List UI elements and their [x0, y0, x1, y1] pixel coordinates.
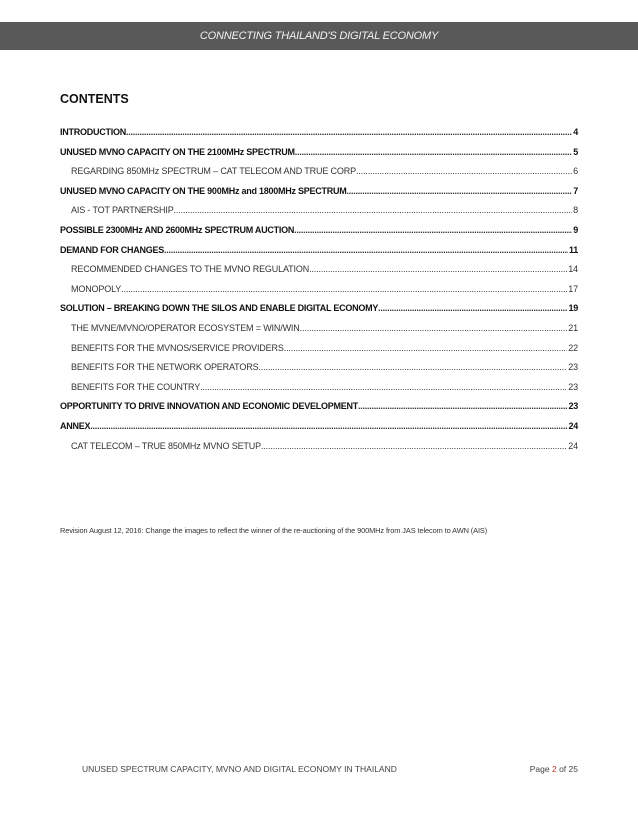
toc-entry-page: 7 — [573, 185, 578, 196]
toc-entry-label: CAT TELECOM – TRUE 850MHz MVNO SETUP — [71, 440, 261, 451]
toc-entry-page: 23 — [568, 401, 578, 412]
toc-entry-label: UNUSED MVNO CAPACITY ON THE 2100MHz SPECTRUM — [60, 146, 295, 157]
toc-entry-label: THE MVNE/MVNO/OPERATOR ECOSYSTEM = WIN/WIN — [71, 322, 300, 333]
toc-entry[interactable] — [60, 205, 578, 225]
toc-entry-page: 24 — [568, 420, 578, 431]
toc-entry-label: ANNEX — [60, 420, 91, 431]
toc-entry[interactable] — [60, 343, 578, 363]
toc-entry[interactable] — [60, 382, 578, 402]
toc-entry-page: 8 — [573, 205, 578, 216]
toc-leader-dots — [346, 186, 572, 196]
toc-entry[interactable] — [60, 441, 578, 461]
toc-leader-dots — [309, 264, 567, 274]
toc-entry-page: 4 — [573, 127, 578, 137]
toc-entry[interactable] — [60, 186, 578, 206]
toc-entry-page: 23 — [568, 381, 578, 392]
toc-entry-label: BENEFITS FOR THE COUNTRY — [71, 381, 201, 392]
toc-entry-page: 17 — [568, 283, 578, 294]
toc-entry[interactable] — [60, 147, 578, 167]
toc-entry-label: BENEFITS FOR THE NETWORK OPERATORS — [71, 362, 259, 373]
footer-page-number: 2 — [551, 764, 557, 774]
toc-entry[interactable] — [60, 225, 578, 245]
toc-leader-dots — [121, 284, 567, 294]
toc-entry[interactable] — [60, 284, 578, 304]
footer-total-pages: 25 — [568, 764, 578, 774]
toc-entry-page: 11 — [568, 244, 578, 255]
toc-leader-dots — [295, 147, 573, 157]
toc-entry-page: 24 — [568, 440, 578, 451]
footer-page-indicator — [530, 764, 578, 774]
toc-entry[interactable] — [60, 401, 578, 421]
toc-entry[interactable] — [60, 362, 578, 382]
toc-entry[interactable] — [60, 166, 578, 186]
toc-entry-label: DEMAND FOR CHANGES — [60, 244, 165, 255]
toc-entry-label: AIS - TOT PARTNERSHIP — [71, 205, 174, 216]
toc-leader-dots — [284, 343, 568, 353]
toc-entry-label: POSSIBLE 2300MHz AND 2600MHz SPECTRUM AUCTION — [60, 224, 295, 235]
toc-entry-label: BENEFITS FOR THE MVNOS/SERVICE PROVIDERS — [71, 342, 284, 353]
toc-entry-label: MONOPOLY — [71, 283, 122, 294]
toc-entry[interactable] — [60, 303, 578, 323]
toc-leader-dots — [300, 323, 568, 333]
toc-entry-label: UNUSED MVNO CAPACITY ON THE 900MHz and 1800MHz SPECTRUM — [60, 185, 347, 196]
toc-leader-dots — [258, 362, 567, 372]
toc-entry[interactable] — [60, 245, 578, 265]
footer-title: UNUSED SPECTRUM CAPACITY, MVNO AND DIGITAL ECONOMY IN THAILAND — [82, 764, 397, 774]
toc-leader-dots — [358, 401, 567, 411]
toc-leader-dots — [356, 166, 572, 176]
toc-leader-dots — [261, 441, 567, 451]
toc-entry-label: REGARDING 850MHz SPECTRUM – CAT TELECOM AND TRUE CORP — [71, 166, 356, 177]
toc-entry[interactable] — [60, 127, 578, 147]
toc-entry-label: OPPORTUNITY TO DRIVE INNOVATION AND ECONOMIC DEVELOPMENT — [60, 401, 359, 412]
revision-note: Revision August 12, 2016: Change the images to reflect the winner of the re-auctioning of the 900MHz from JAS telecom to AWN (AIS) — [60, 526, 488, 535]
toc-entry-page: 21 — [568, 322, 578, 333]
footer-of-label: of — [559, 764, 567, 774]
toc-leader-dots — [294, 225, 572, 235]
toc-leader-dots — [378, 303, 567, 313]
page-footer — [82, 764, 578, 774]
toc-entry-label: RECOMMENDED CHANGES TO THE MVNO REGULATION — [71, 264, 310, 275]
toc-entry-page: 5 — [573, 146, 578, 157]
toc-leader-dots — [90, 421, 567, 431]
toc-entry-label: INTRODUCTION — [60, 127, 126, 137]
toc-leader-dots — [200, 382, 567, 392]
toc-entry-label: SOLUTION – BREAKING DOWN THE SILOS AND ENABLE DIGITAL ECONOMY — [60, 303, 379, 314]
header-banner-text: CONNECTING THAILAND'S DIGITAL ECONOMY — [199, 30, 439, 42]
toc-entry[interactable] — [60, 264, 578, 284]
table-of-contents — [60, 127, 578, 460]
toc-entry-page: 22 — [568, 342, 578, 353]
header-banner — [0, 22, 638, 50]
toc-leader-dots — [164, 245, 568, 255]
footer-page-label: Page — [529, 764, 550, 774]
toc-entry[interactable] — [60, 421, 578, 441]
toc-entry-page: 23 — [568, 362, 578, 373]
toc-entry-page: 6 — [573, 166, 578, 177]
toc-entry[interactable] — [60, 323, 578, 343]
toc-entry-page: 9 — [573, 224, 578, 235]
contents-heading: CONTENTS — [60, 92, 129, 106]
toc-entry-page: 19 — [568, 303, 578, 314]
toc-entry-page: 14 — [568, 264, 578, 275]
toc-leader-dots — [126, 127, 572, 137]
toc-leader-dots — [174, 205, 573, 215]
